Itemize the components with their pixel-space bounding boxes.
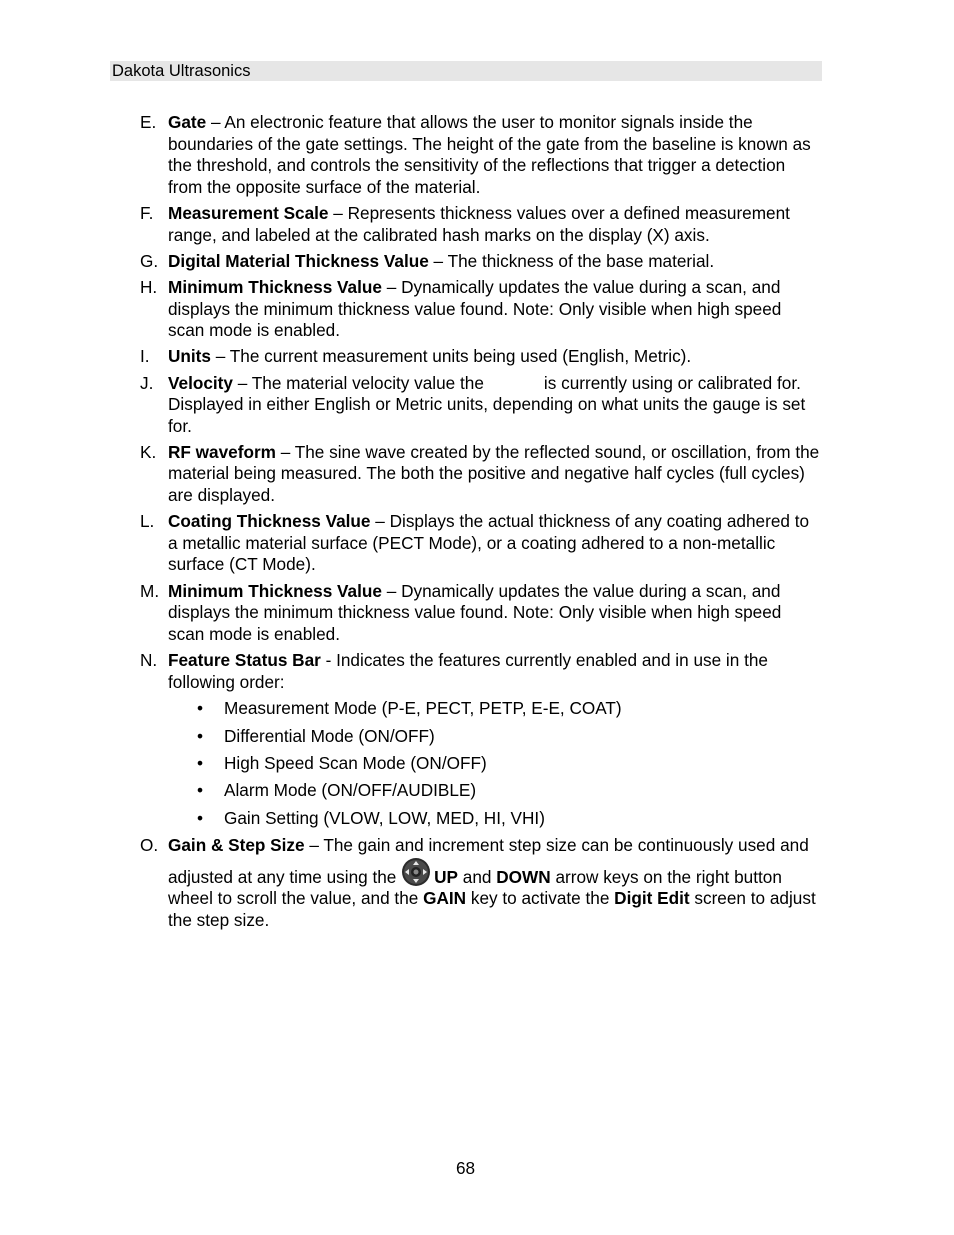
item-text: - Indicates the features currently enabled and in use in the following order: bbox=[168, 650, 768, 692]
glossary-list bbox=[0, 112, 954, 936]
item-i-units bbox=[0, 346, 820, 368]
item-letter: G. bbox=[140, 250, 159, 271]
feature-status-list bbox=[0, 698, 954, 829]
item-m-minimum-thickness bbox=[0, 581, 820, 646]
item-text: – The gain and increment step size can be continuously used and adjusted at any time using the bbox=[168, 835, 809, 887]
item-term: Measurement Scale bbox=[168, 202, 329, 223]
item-text-b: is currently using or calibrated for. Displayed in either English or Metric units, depending on what units the gauge is set for. bbox=[168, 372, 806, 436]
list-item: • Alarm Mode (ON/OFF/AUDIBLE) bbox=[0, 780, 954, 802]
page-number: 68 bbox=[455, 1158, 476, 1178]
item-term: Coating Thickness Value bbox=[168, 511, 371, 532]
item-text: – The thickness of the base material. bbox=[428, 250, 715, 271]
item-o-gain-step-size bbox=[0, 835, 820, 931]
item-text: screen to adjust the step size. bbox=[168, 888, 816, 930]
item-text: – An electronic feature that allows the user to monitor signals inside the boundaries of the gate settings. The height of the gate from the baseline is known as the threshold, and controls the sensitivity of the reflections that trigger a detection from the opposite surface of the material. bbox=[168, 112, 811, 197]
gain-key-label: GAIN bbox=[423, 888, 467, 909]
item-term: Gain & Step Size bbox=[168, 835, 305, 856]
item-f-measurement-scale bbox=[0, 203, 820, 246]
item-text: – The current measurement units being used (English, Metric). bbox=[210, 346, 692, 367]
item-e-gate bbox=[0, 112, 820, 198]
header-title: Dakota Ultrasonics bbox=[112, 62, 251, 80]
item-letter: N. bbox=[140, 650, 158, 670]
running-header bbox=[110, 61, 822, 81]
item-j-velocity bbox=[0, 373, 820, 438]
list-item: • Gain Setting (VLOW, LOW, MED, HI, VHI) bbox=[0, 808, 954, 830]
item-letter: H. bbox=[140, 276, 158, 297]
item-text: – Represents thickness values over a defined measurement range, and labeled at the calibrated hash marks on the display (X) axis. bbox=[168, 202, 790, 245]
item-term: Gate bbox=[168, 112, 207, 132]
item-g-digital-thickness bbox=[0, 251, 820, 273]
item-term: Feature Status Bar bbox=[168, 650, 321, 670]
item-h-minimum-thickness bbox=[0, 277, 820, 342]
item-text: – Displays the actual thickness of any coating adhered to a metallic material surface (PECT Mode), or a coating adhered to a non-metallic surface (CT Mode). bbox=[168, 511, 810, 575]
item-term: Velocity bbox=[168, 372, 233, 393]
up-key-label: UP bbox=[434, 866, 459, 887]
item-term: Units bbox=[168, 346, 211, 367]
item-l-coating-thickness bbox=[0, 511, 820, 576]
item-letter: L. bbox=[140, 511, 155, 532]
item-letter: F. bbox=[140, 202, 154, 223]
list-item: • High Speed Scan Mode (ON/OFF) bbox=[0, 753, 954, 775]
item-letter: M. bbox=[140, 580, 160, 601]
item-letter: J. bbox=[140, 372, 154, 393]
button-wheel-icon bbox=[401, 857, 431, 887]
item-letter: O. bbox=[140, 835, 159, 856]
item-term: Digital Material Thickness Value bbox=[168, 250, 429, 271]
item-text: arrow keys on the right button wheel to scroll the value, and the bbox=[168, 866, 782, 909]
item-text: key to activate the bbox=[466, 888, 615, 909]
list-item: • Measurement Mode (P-E, PECT, PETP, E-E, COAT) bbox=[0, 698, 954, 720]
item-k-rf-waveform bbox=[0, 442, 820, 507]
item-text-a: – The material velocity value the bbox=[232, 372, 484, 393]
list-item: • Differential Mode (ON/OFF) bbox=[0, 726, 954, 748]
item-letter: E. bbox=[140, 112, 157, 132]
item-letter: I. bbox=[140, 346, 150, 367]
item-letter: K. bbox=[140, 441, 157, 462]
item-term: Minimum Thickness Value bbox=[168, 276, 382, 297]
item-text: and bbox=[458, 866, 497, 887]
item-text: – The sine wave created by the reflected sound, or oscillation, from the material being measured. The both the positive and negative half cycles (full cycles) are displayed. bbox=[168, 441, 820, 506]
item-text: – Dynamically updates the value during a scan, and displays the minimum thickness value found. Note: Only visible when high speed scan mode is enabled. bbox=[168, 276, 782, 341]
item-n-feature-status-bar bbox=[0, 650, 820, 693]
item-term: Minimum Thickness Value bbox=[168, 580, 382, 601]
item-term: RF waveform bbox=[168, 441, 276, 462]
digit-edit-label: Digit Edit bbox=[614, 888, 690, 909]
item-text: – Dynamically updates the value during a scan, and displays the minimum thickness value found. Note: Only visible when high speed scan mode is enabled. bbox=[168, 580, 782, 644]
down-key-label: DOWN bbox=[496, 866, 551, 887]
